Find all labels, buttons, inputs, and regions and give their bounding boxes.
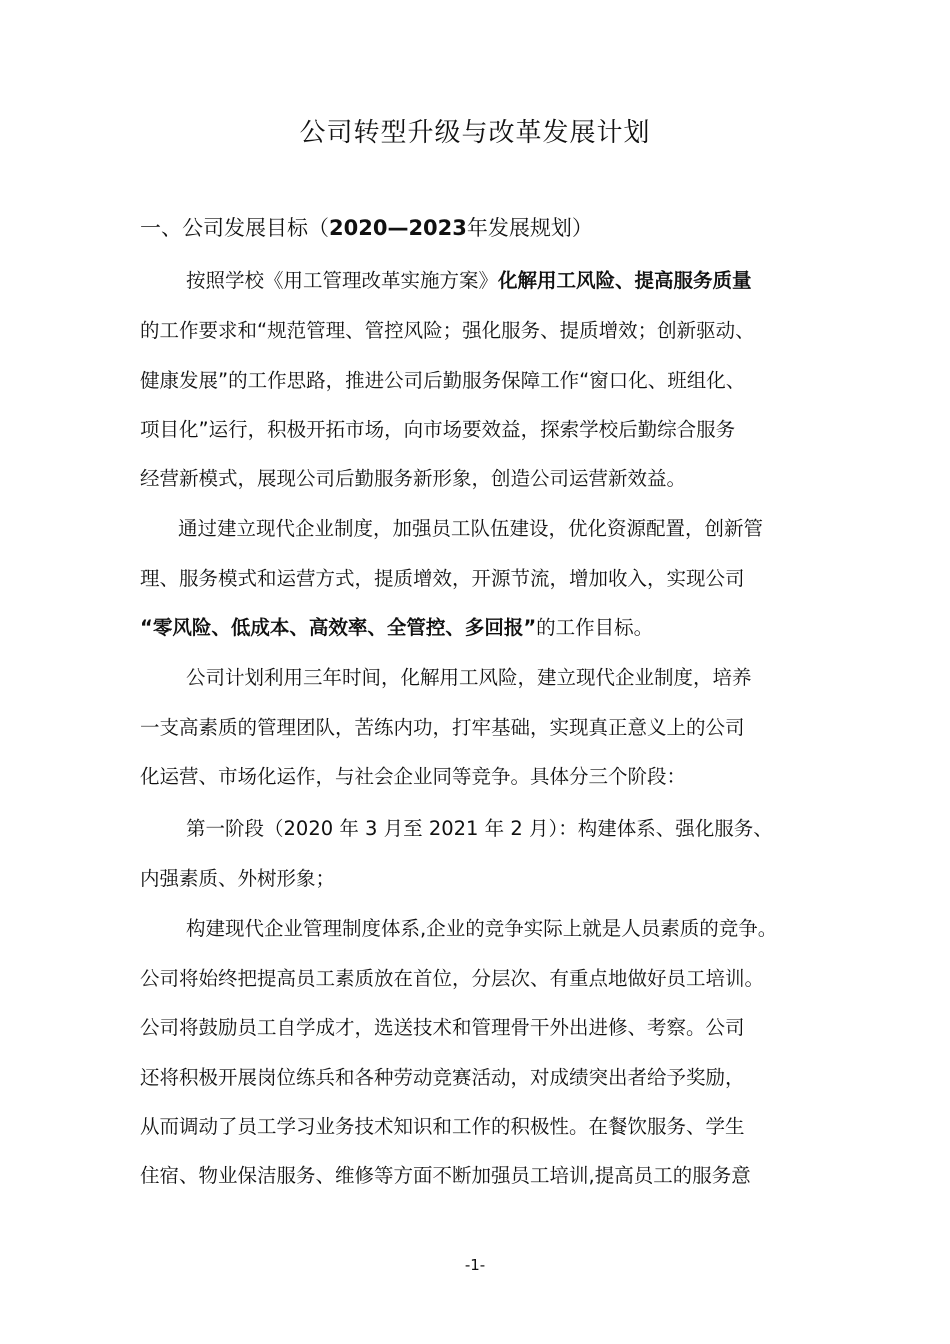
text-run: 的工作目标。 <box>536 616 654 639</box>
paragraph-line: 公司计划利用三年时间，化解用工风险，建立现代企业制度，培养 <box>186 666 752 689</box>
section-heading <box>140 216 593 240</box>
paragraph-line: 从而调动了员工学习业务技术知识和工作的积极性。在餐饮服务、学生 <box>140 1115 745 1138</box>
paragraph-line: 内强素质、外树形象； <box>140 867 336 890</box>
paragraph-line: 还将积极开展岗位练兵和各种劳动竞赛活动，对成绩突出者给予奖励， <box>140 1066 745 1089</box>
paragraph-line <box>140 616 653 640</box>
bold-text-run: “零风险、低成本、高效率、全管控、多回报” <box>140 616 537 639</box>
paragraph-line <box>186 269 752 293</box>
paragraph-line: 理、服务模式和运营方式，提质增效，开源节流，增加收入，实现公司 <box>140 567 745 590</box>
paragraph-line: 第一阶段（2020 年 3 月至 2021 年 2 月）：构建体系、强化服务、 <box>186 817 773 840</box>
paragraph-line: 通过建立现代企业制度，加强员工队伍建设，优化资源配置，创新管 <box>178 517 764 540</box>
paragraph-line: 健康发展”的工作思路，推进公司后勤服务保障工作“窗口化、班组化、 <box>140 369 746 392</box>
paragraph-line: 公司将鼓励员工自学成才，选送技术和管理骨干外出进修、考察。公司 <box>140 1016 745 1039</box>
paragraph-line: 一支高素质的管理团队，苦练内功，打牢基础，实现真正意义上的公司 <box>140 716 745 739</box>
heading-years: 2020—2023 <box>329 216 467 240</box>
page-number: -1- <box>464 1256 486 1274</box>
heading-suffix: 年发展规划） <box>466 216 593 240</box>
text-run: 按照学校《用工管理改革实施方案》 <box>186 269 499 292</box>
paragraph-line: 化运营、市场化运作，与社会企业同等竞争。具体分三个阶段： <box>140 765 687 788</box>
heading-prefix: 一、公司发展目标（ <box>140 216 329 240</box>
paragraph-line: 的工作要求和“规范管理、管控风险；强化服务、提质增效；创新驱动、 <box>140 319 755 342</box>
paragraph-line: 构建现代企业管理制度体系,企业的竞争实际上就是人员素质的竞争。 <box>186 917 778 940</box>
paragraph-line: 公司将始终把提高员工素质放在首位，分层次、有重点地做好员工培训。 <box>140 967 765 990</box>
bold-text-run: 化解用工风险、提高服务质量 <box>498 269 752 292</box>
paragraph-line: 经营新模式，展现公司后勤服务新形象，创造公司运营新效益。 <box>140 467 687 490</box>
paragraph-line: 项目化”运行，积极开拓市场，向市场要效益，探索学校后勤综合服务 <box>140 418 736 441</box>
document-title: 公司转型升级与改革发展计划 <box>299 118 651 148</box>
paragraph-line: 住宿、物业保洁服务、维修等方面不断加强员工培训,提高员工的服务意 <box>140 1164 751 1187</box>
